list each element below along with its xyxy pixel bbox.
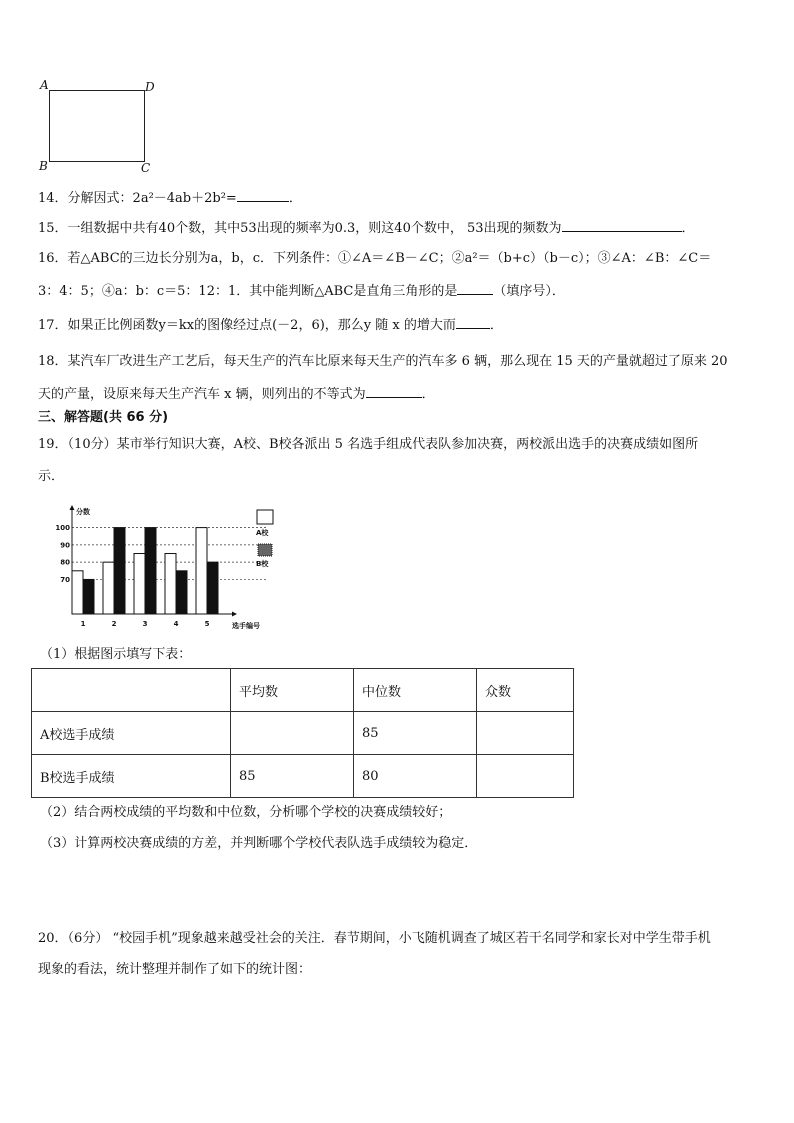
table-cell: 85 xyxy=(231,755,354,798)
bar-a-school xyxy=(103,562,114,614)
score-table xyxy=(31,668,574,798)
question-19-part-2: （2）结合两校成绩的平均数和中位数，分析哪个学校的决赛成绩较好； xyxy=(40,805,452,820)
question-end: （填序号）． xyxy=(493,284,565,299)
question-20-line-2 xyxy=(38,960,311,980)
question-end: ． xyxy=(489,318,503,333)
legend-swatch-b xyxy=(258,544,272,556)
table-cell: A校选手成绩 xyxy=(32,712,231,755)
question-17 xyxy=(38,315,503,336)
section-heading: 三、解答题(共 66 分) xyxy=(38,410,169,425)
table-header-cell: 众数 xyxy=(477,669,574,712)
question-19-part-3: （3）计算两校决赛成绩的方差，并判断哪个学校代表队选手成绩较为稳定． xyxy=(40,836,478,851)
question-18-line-2 xyxy=(38,384,435,405)
question-end: ． xyxy=(288,191,302,206)
x-tick-label: 1 xyxy=(80,620,86,628)
table-header-cell: 中位数 xyxy=(354,669,477,712)
question-18-line-1 xyxy=(38,352,728,372)
score-bar-chart xyxy=(52,500,284,632)
answer-blank[interactable] xyxy=(456,315,490,329)
bar-a-school xyxy=(196,528,207,614)
question-text: 分解因式：2a²－4ab＋2b²= xyxy=(67,191,237,206)
question-end: ． xyxy=(681,221,695,236)
y-tick-label: 70 xyxy=(60,575,70,584)
table-row xyxy=(32,755,574,798)
legend-swatch-a xyxy=(257,510,273,524)
legend-label-b: B校 xyxy=(256,560,269,568)
question-text: 现象的看法，统计整理并制作了如下的统计图： xyxy=(38,962,312,977)
vertex-label-a: A xyxy=(40,78,49,92)
table-header-cell: 平均数 xyxy=(231,669,354,712)
question-number: 17． xyxy=(38,318,68,333)
question-text: （6分） “校园手机”现象越来越受社会的关注．春节期间，小飞随机调查了城区若干名同学和家长对中学生带手机 xyxy=(67,931,711,946)
bar-b-school xyxy=(145,528,156,614)
bar-b-school xyxy=(114,528,125,614)
question-text: 如果正比例函数y＝kx的图像经过点(－2，6)，那么y 随 x 的增大而 xyxy=(67,318,456,333)
question-19-line-2 xyxy=(38,467,64,487)
table-cell[interactable] xyxy=(231,712,354,755)
question-number: 19． xyxy=(38,437,68,452)
question-text: 若△ABC的三边长分别为a，b，c．下列条件：①∠A＝∠B－∠C；②a²＝（b+c）（b－c）；③∠A：∠B：∠C＝ xyxy=(67,251,712,266)
question-text: 天的产量，设原来每天生产汽车 x 辆，则列出的不等式为 xyxy=(38,387,366,402)
question-14 xyxy=(38,188,302,209)
bar-b-school xyxy=(83,579,94,614)
question-number: 20． xyxy=(38,931,68,946)
question-number: 16． xyxy=(38,251,68,266)
y-axis-label: 分数 xyxy=(76,508,90,516)
question-number: 18． xyxy=(38,354,68,369)
x-axis-label: 选手编号 xyxy=(232,622,260,630)
table-cell: 85 xyxy=(354,712,477,755)
question-end: ． xyxy=(421,387,435,402)
question-16-line-1 xyxy=(38,249,711,269)
vertex-label-c: C xyxy=(141,161,151,175)
y-tick-label: 90 xyxy=(60,541,70,550)
vertex-label-d: D xyxy=(145,80,155,94)
y-axis-arrow xyxy=(70,505,75,510)
table-header-cell xyxy=(32,669,231,712)
x-axis-arrow xyxy=(232,612,237,617)
legend-label-a: A校 xyxy=(256,529,269,537)
table-cell: 80 xyxy=(354,755,477,798)
question-number: 15． xyxy=(38,221,68,236)
question-text: 一组数据中共有40个数，其中53出现的频率为0.3，则这40个数中， 53出现的频数为 xyxy=(67,221,562,236)
rectangle-shape xyxy=(49,90,145,162)
answer-blank[interactable] xyxy=(237,188,289,202)
answer-blank[interactable] xyxy=(366,384,422,398)
table-header-row xyxy=(32,669,574,712)
answer-blank[interactable] xyxy=(457,281,493,295)
question-15 xyxy=(38,218,695,239)
table-cell[interactable] xyxy=(477,755,574,798)
bar-a-school xyxy=(165,554,176,614)
bar-a-school xyxy=(72,571,83,614)
question-19-part-1: （1）根据图示填写下表： xyxy=(40,647,192,662)
bar-a-school xyxy=(134,554,145,614)
x-tick-label: 5 xyxy=(204,620,210,628)
table-row xyxy=(32,712,574,755)
question-20-line-1 xyxy=(38,929,711,949)
y-tick-label: 80 xyxy=(60,558,70,567)
table-cell: B校选手成绩 xyxy=(32,755,231,798)
bar-b-school xyxy=(207,562,218,614)
table-cell[interactable] xyxy=(477,712,574,755)
question-19-line-1 xyxy=(38,435,698,455)
question-number: 14． xyxy=(38,191,68,206)
question-text: （10分）某市举行知识大赛，A校、B校各派出 5 名选手组成代表队参加决赛，两校派出选手的决赛成绩如图所 xyxy=(67,437,699,452)
question-text: 某汽车厂改进生产工艺后，每天生产的汽车比原来每天生产的汽车多 6 辆，那么现在 15 天的产量就超过了原来 20 xyxy=(67,354,728,369)
x-tick-label: 4 xyxy=(173,620,179,628)
bar-b-school xyxy=(176,571,187,614)
question-text: 3：4：5；④a：b：c＝5：12：1．其中能判断△ABC是直角三角形的是 xyxy=(38,284,458,299)
x-tick-label: 2 xyxy=(111,620,117,628)
vertex-label-b: B xyxy=(39,159,48,173)
question-16-line-2 xyxy=(38,281,565,302)
x-tick-label: 3 xyxy=(142,620,148,628)
answer-blank[interactable] xyxy=(562,218,682,232)
y-tick-label: 100 xyxy=(55,524,70,533)
question-text: 示． xyxy=(38,469,65,484)
